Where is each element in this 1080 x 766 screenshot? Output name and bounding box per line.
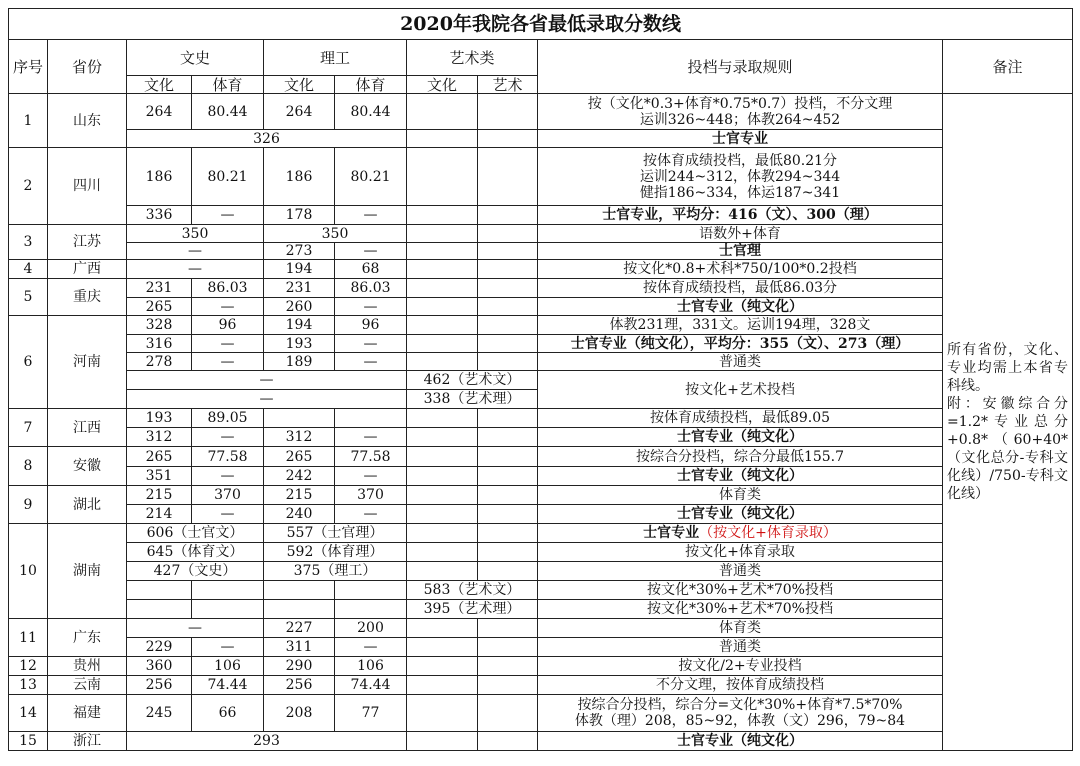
cell-score [478, 225, 538, 243]
cell-rule: 按文化*30%+艺术*70%投档 [538, 581, 943, 600]
cell-dash: — [335, 467, 407, 486]
cell-score [407, 206, 478, 225]
cell-score: 208 [264, 695, 335, 732]
cell-score [478, 676, 538, 695]
cell-art-score: 338（艺术理） [407, 390, 538, 409]
cell-score [407, 260, 478, 279]
cell-score: 96 [192, 316, 264, 335]
cell-score [335, 600, 407, 619]
cell-score: 215 [127, 486, 192, 505]
row-province: 广西 [48, 260, 127, 279]
header-province: 省份 [48, 40, 127, 94]
row-no: 11 [9, 619, 48, 657]
cell-dash: — [335, 638, 407, 657]
rule-highlight: （按文化+体育录取） [699, 525, 837, 541]
row-no: 10 [9, 524, 48, 619]
cell-score [335, 581, 407, 600]
cell-score [407, 543, 478, 562]
cell-score [478, 94, 538, 130]
cell-score: 278 [127, 353, 192, 371]
cell-dash: — [335, 206, 407, 225]
cell-score: 350 [264, 225, 407, 243]
cell-dash: — [127, 243, 264, 260]
cell-dash: — [335, 298, 407, 316]
cell-score [264, 600, 335, 619]
cell-score: 80.21 [335, 148, 407, 206]
cell-score [478, 562, 538, 581]
cell-score: 256 [264, 676, 335, 695]
cell-score: 214 [127, 505, 192, 524]
cell-score: 80.21 [192, 148, 264, 206]
row-province: 重庆 [48, 279, 127, 316]
row-no: 7 [9, 409, 48, 447]
cell-score [407, 695, 478, 732]
cell-score: 194 [264, 316, 335, 335]
cell-dash: — [192, 505, 264, 524]
subheader-tiyu: 体育 [192, 76, 264, 94]
cell-score: 316 [127, 335, 192, 353]
cell-score [264, 409, 335, 428]
cell-rule: 按体育成绩投档，最低80.21分 运训244~312，体教294~344 健指186~334，体运187~341 [538, 148, 943, 206]
row-province: 贵州 [48, 657, 127, 676]
cell-art-score: 395（艺术理） [407, 600, 538, 619]
cell-rule: 士官专业（纯文化） [538, 428, 943, 447]
row-province: 江苏 [48, 225, 127, 260]
cell-art-score: 583（艺术文） [407, 581, 538, 600]
cell-rule: 按体育成绩投档，最低86.03分 [538, 279, 943, 298]
cell-score: 200 [335, 619, 407, 638]
row-no: 4 [9, 260, 48, 279]
cell-score: 231 [264, 279, 335, 298]
cell-dash: — [335, 335, 407, 353]
cell-rule: 按（文化*0.3+体育*0.75*0.7）投档，不分文理 运训326~448；体教264~452 [538, 94, 943, 130]
row-no: 9 [9, 486, 48, 524]
cell-score: 193 [264, 335, 335, 353]
cell-rule: 士官专业（纯文化） [538, 467, 943, 486]
row-province: 湖北 [48, 486, 127, 524]
cell-score: 240 [264, 505, 335, 524]
cell-score: 86.03 [192, 279, 264, 298]
cell-score: 312 [127, 428, 192, 447]
cell-score: 264 [264, 94, 335, 130]
cell-score [407, 428, 478, 447]
row-no: 15 [9, 732, 48, 751]
cell-score [264, 581, 335, 600]
admission-score-table-wrapper [8, 8, 1072, 751]
cell-score [192, 581, 264, 600]
cell-score [478, 260, 538, 279]
cell-score [478, 353, 538, 371]
cell-score: 66 [192, 695, 264, 732]
cell-score: 215 [264, 486, 335, 505]
row-province: 云南 [48, 676, 127, 695]
remark-note: 所有省份，文化、专业均需上本省专科线。 附：安徽综合分=1.2*专业总分+0.8*（60+40*（文化总分-专科文化线）/750-专科文化线） [943, 94, 1073, 751]
row-no: 14 [9, 695, 48, 732]
cell-score: 326 [127, 130, 407, 148]
cell-score [407, 562, 478, 581]
cell-score: 106 [335, 657, 407, 676]
cell-dash: — [127, 260, 264, 279]
cell-score: 106 [192, 657, 264, 676]
admission-score-table [8, 8, 1073, 751]
cell-dash: — [192, 638, 264, 657]
cell-score [407, 353, 478, 371]
cell-score: 557（士官理） [264, 524, 407, 543]
cell-rule: 按综合分投档，综合分=文化*30%+体育*7.5*70% 体教（理）208，85~92，体教（文）296，79~84 [538, 695, 943, 732]
cell-rule: 按文化*0.8+术科*750/100*0.2投档 [538, 260, 943, 279]
cell-score: 312 [264, 428, 335, 447]
cell-rule: 士官专业（纯文化） [538, 298, 943, 316]
cell-score: 68 [335, 260, 407, 279]
cell-rule: 士官专业，平均分：416（文）、300（理） [538, 206, 943, 225]
cell-score: 336 [127, 206, 192, 225]
cell-score [478, 428, 538, 447]
cell-score [192, 600, 264, 619]
row-province: 福建 [48, 695, 127, 732]
cell-score [407, 657, 478, 676]
cell-rule: 普通类 [538, 353, 943, 371]
cell-score: 592（体育理） [264, 543, 407, 562]
cell-score: 186 [264, 148, 335, 206]
cell-score: 245 [127, 695, 192, 732]
cell-score [407, 94, 478, 130]
cell-dash: — [127, 371, 407, 390]
subheader-art: 艺术 [478, 76, 538, 94]
cell-rule: 士官理 [538, 243, 943, 260]
row-province: 湖南 [48, 524, 127, 619]
cell-dash: — [335, 428, 407, 447]
row-no: 12 [9, 657, 48, 676]
row-province: 安徽 [48, 447, 127, 486]
cell-score [478, 638, 538, 657]
cell-score [478, 486, 538, 505]
cell-score: 86.03 [335, 279, 407, 298]
cell-score: 370 [335, 486, 407, 505]
cell-score: 80.44 [335, 94, 407, 130]
cell-score [127, 581, 192, 600]
cell-score: 427（文史） [127, 562, 264, 581]
cell-score [407, 732, 478, 751]
cell-score: 293 [127, 732, 407, 751]
cell-score: 256 [127, 676, 192, 695]
cell-score: 645（体育文） [127, 543, 264, 562]
cell-score: 189 [264, 353, 335, 371]
cell-dash: — [335, 353, 407, 371]
cell-score [478, 279, 538, 298]
row-no: 8 [9, 447, 48, 486]
cell-score [407, 335, 478, 353]
cell-rule: 士官专业（纯文化），平均分：355（文）、273（理） [538, 335, 943, 353]
cell-rule: 语数外+体育 [538, 225, 943, 243]
cell-dash: — [192, 428, 264, 447]
cell-rule: 按文化+艺术投档 [538, 371, 943, 409]
cell-score: 351 [127, 467, 192, 486]
cell-score [407, 225, 478, 243]
row-no: 1 [9, 94, 48, 148]
cell-score: 350 [127, 225, 264, 243]
header-yishu: 艺术类 [407, 40, 538, 76]
cell-score [478, 467, 538, 486]
cell-score: 273 [264, 243, 335, 260]
cell-score [478, 148, 538, 206]
cell-dash: — [192, 335, 264, 353]
cell-score [478, 524, 538, 543]
header-rule: 投档与录取规则 [538, 40, 943, 94]
cell-score [407, 486, 478, 505]
cell-score: 77.58 [192, 447, 264, 467]
cell-score: 242 [264, 467, 335, 486]
cell-score: 77 [335, 695, 407, 732]
cell-rule: 按文化/2+专业投档 [538, 657, 943, 676]
cell-score: 178 [264, 206, 335, 225]
cell-score: 311 [264, 638, 335, 657]
cell-rule: 体教231理，331文。运训194理，328文 [538, 316, 943, 335]
cell-score: 77.58 [335, 447, 407, 467]
cell-score: 96 [335, 316, 407, 335]
cell-rule: 普通类 [538, 638, 943, 657]
cell-score [478, 447, 538, 467]
cell-score: 606（士官文） [127, 524, 264, 543]
cell-score: 231 [127, 279, 192, 298]
cell-rule [538, 524, 943, 543]
row-province: 山东 [48, 94, 127, 148]
cell-score [478, 243, 538, 260]
row-no: 6 [9, 316, 48, 409]
cell-score [407, 148, 478, 206]
row-province: 四川 [48, 148, 127, 225]
cell-score [478, 543, 538, 562]
cell-dash: — [335, 505, 407, 524]
cell-score: 265 [264, 447, 335, 467]
cell-rule: 按文化*30%+艺术*70%投档 [538, 600, 943, 619]
cell-score [407, 505, 478, 524]
cell-score: 360 [127, 657, 192, 676]
subheader-wenhua: 文化 [127, 76, 192, 94]
cell-score [407, 619, 478, 638]
cell-score [407, 298, 478, 316]
cell-rule: 士官专业 [538, 130, 943, 148]
cell-dash: — [127, 619, 264, 638]
cell-score [478, 409, 538, 428]
cell-dash: — [192, 298, 264, 316]
cell-art-score: 462（艺术文） [407, 371, 538, 390]
cell-score: 194 [264, 260, 335, 279]
header-remark: 备注 [943, 40, 1073, 94]
cell-rule: 体育类 [538, 619, 943, 638]
header-no: 序号 [9, 40, 48, 94]
cell-score: 370 [192, 486, 264, 505]
cell-score: 375（理工） [264, 562, 407, 581]
cell-rule: 体育类 [538, 486, 943, 505]
cell-dash: — [192, 206, 264, 225]
cell-dash: — [127, 390, 407, 409]
cell-score [478, 657, 538, 676]
cell-score [478, 505, 538, 524]
row-no: 13 [9, 676, 48, 695]
cell-dash: — [192, 467, 264, 486]
cell-score [407, 130, 478, 148]
cell-score [407, 676, 478, 695]
cell-score [478, 619, 538, 638]
cell-rule: 按文化+体育录取 [538, 543, 943, 562]
cell-rule: 按综合分投档，综合分最低155.7 [538, 447, 943, 467]
cell-score: 265 [127, 447, 192, 467]
cell-rule: 按体育成绩投档，最低89.05 [538, 409, 943, 428]
row-province: 河南 [48, 316, 127, 409]
cell-score [407, 638, 478, 657]
cell-rule: 士官专业（纯文化） [538, 732, 943, 751]
cell-score: 264 [127, 94, 192, 130]
cell-score: 186 [127, 148, 192, 206]
cell-score [407, 409, 478, 428]
cell-rule: 士官专业（纯文化） [538, 505, 943, 524]
cell-score [407, 467, 478, 486]
row-no: 2 [9, 148, 48, 225]
row-province: 浙江 [48, 732, 127, 751]
cell-score: 74.44 [192, 676, 264, 695]
cell-score: 80.44 [192, 94, 264, 130]
row-province: 江西 [48, 409, 127, 447]
cell-score: 89.05 [192, 409, 264, 428]
header-ligong: 理工 [264, 40, 407, 76]
table-title: 2020年我院各省最低录取分数线 [9, 9, 1073, 40]
rule-main: 士官专业 [643, 525, 700, 541]
cell-score: 328 [127, 316, 192, 335]
row-province: 广东 [48, 619, 127, 657]
cell-rule: 不分文理，按体育成绩投档 [538, 676, 943, 695]
cell-score [478, 316, 538, 335]
cell-score [407, 316, 478, 335]
cell-dash: — [192, 353, 264, 371]
row-no: 5 [9, 279, 48, 316]
cell-score: 229 [127, 638, 192, 657]
cell-score: 227 [264, 619, 335, 638]
cell-score: 74.44 [335, 676, 407, 695]
cell-dash: — [335, 243, 407, 260]
cell-score [407, 447, 478, 467]
cell-score [127, 600, 192, 619]
cell-score: 290 [264, 657, 335, 676]
subheader-wenhua: 文化 [407, 76, 478, 94]
subheader-tiyu: 体育 [335, 76, 407, 94]
cell-score [478, 206, 538, 225]
cell-score: 260 [264, 298, 335, 316]
subheader-wenhua: 文化 [264, 76, 335, 94]
cell-score [478, 130, 538, 148]
cell-score [478, 695, 538, 732]
header-wenshi: 文史 [127, 40, 264, 76]
cell-score [407, 243, 478, 260]
cell-score [478, 298, 538, 316]
cell-score [407, 279, 478, 298]
cell-score: 193 [127, 409, 192, 428]
row-no: 3 [9, 225, 48, 260]
cell-score [407, 524, 478, 543]
cell-score [335, 409, 407, 428]
cell-score [478, 732, 538, 751]
cell-score [478, 335, 538, 353]
cell-rule: 普通类 [538, 562, 943, 581]
cell-score: 265 [127, 298, 192, 316]
